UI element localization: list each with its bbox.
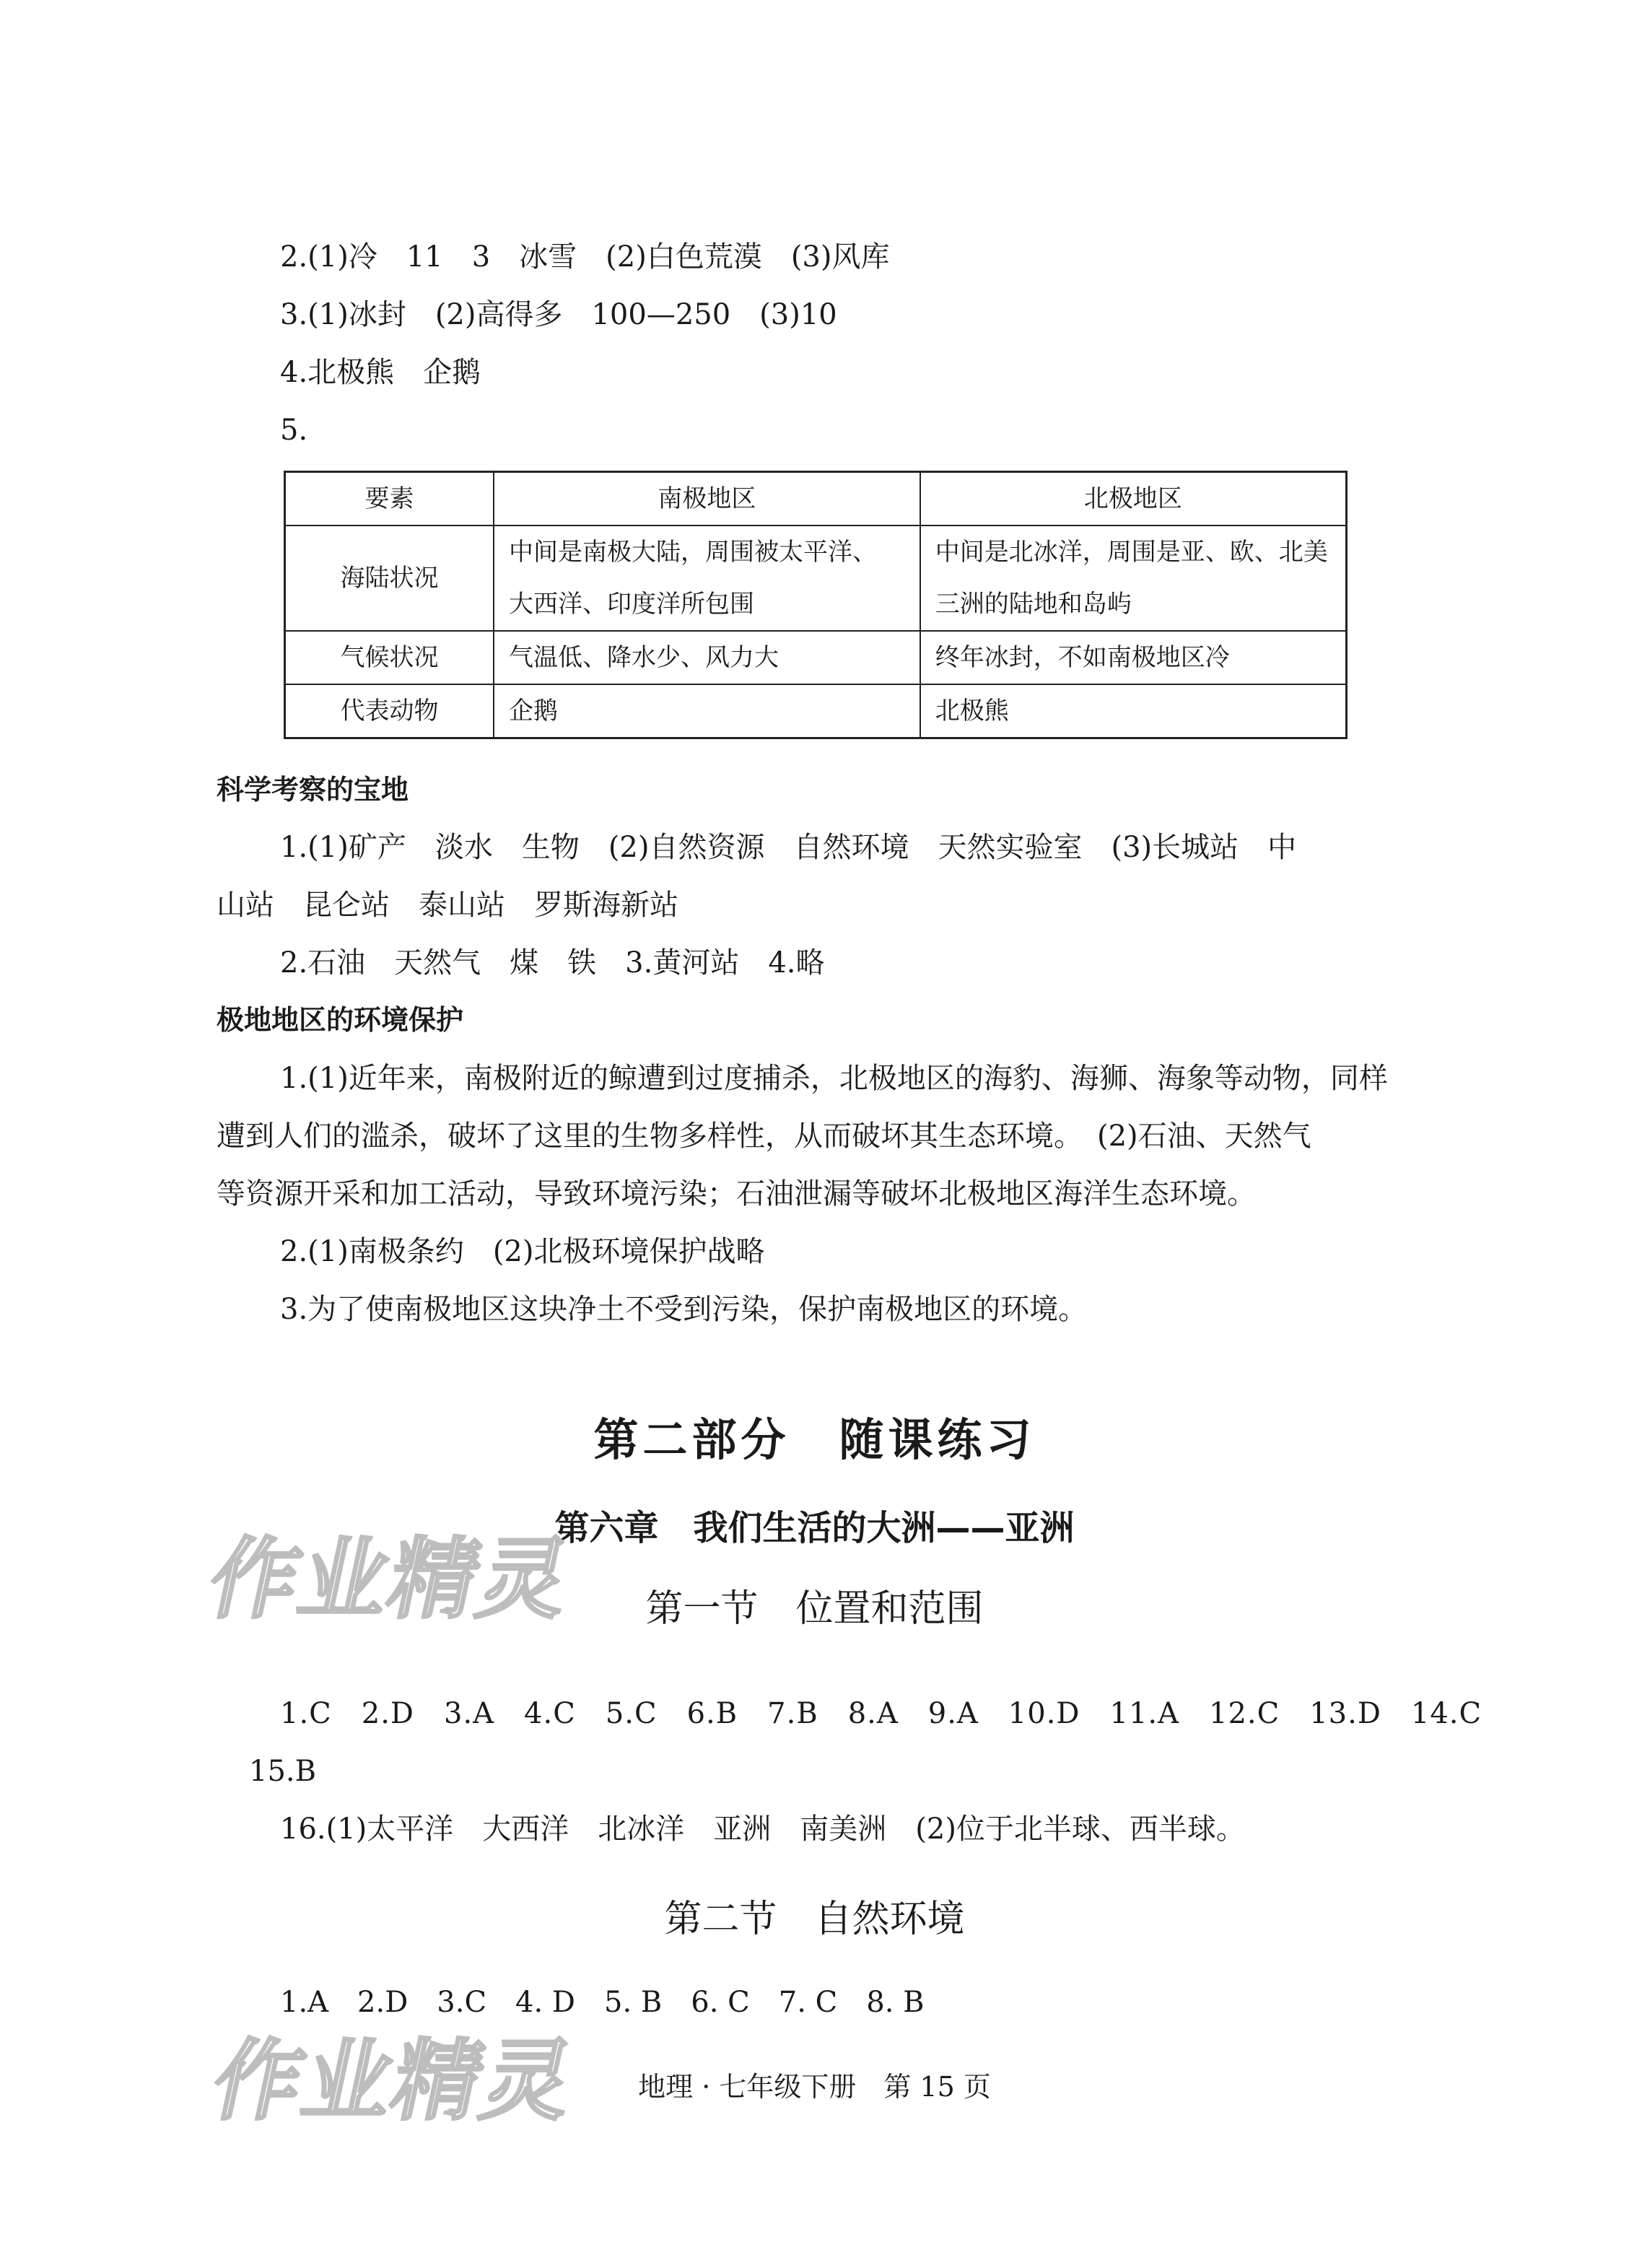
answer-line: 15.B	[249, 1755, 317, 1788]
answer-line: 山站 昆仑站 泰山站 罗斯海新站	[217, 889, 678, 922]
answer-line: 2.(1)冷 11 3 冰雪 (2)白色荒漠 (3)风库	[280, 240, 890, 274]
table-row-key: 海陆状况	[285, 525, 494, 631]
table-row	[285, 684, 1347, 738]
section-heading-protection: 极地地区的环境保护	[217, 1004, 464, 1036]
section1-title: 第一节 位置和范围	[645, 1587, 984, 1631]
answer-line: 1.(1)近年来，南极附近的鲸遭到过度捕杀，北极地区的海豹、海狮、海象等动物，同样	[280, 1062, 1388, 1095]
table-row-key: 代表动物	[285, 684, 494, 738]
watermark-logo: 作业精灵	[204, 2030, 584, 2132]
polar-comparison-table	[284, 471, 1348, 739]
answer-line: 1.A 2.D 3.C 4. D 5. B 6. C 7. C 8. B	[280, 1986, 925, 2019]
table-row	[285, 631, 1347, 684]
table-row	[285, 525, 1347, 631]
section2-title: 第二节 自然环境	[664, 1898, 965, 1941]
answer-line: 1.(1)矿产 淡水 生物 (2)自然资源 自然环境 天然实验室 (3)长城站 中	[280, 831, 1297, 864]
chapter-title: 第六章 我们生活的大洲——亚洲	[554, 1508, 1075, 1548]
answer-line: 16.(1)太平洋 大西洋 北冰洋 亚洲 南美洲 (2)位于北半球、西半球。	[280, 1813, 1245, 1846]
table-row-key: 气候状况	[285, 631, 494, 684]
section-heading-science: 科学考察的宝地	[217, 774, 409, 806]
table-header-cell: 北极地区	[920, 472, 1347, 526]
answer-line: 等资源开采和加工活动，导致环境污染；石油泄漏等破坏北极地区海洋生态环境。	[217, 1177, 1256, 1211]
answer-line: 2.石油 天然气 煤 铁 3.黄河站 4.略	[280, 946, 825, 980]
cell-line: 中间是南极大陆，周围被太平洋、	[508, 538, 877, 567]
answer-line: 5.	[280, 414, 308, 447]
table-cell-north	[920, 525, 1347, 631]
table-cell-south	[494, 525, 920, 631]
cell-line: 三洲的陆地和岛屿	[935, 590, 1132, 619]
table-header-row	[285, 472, 1347, 526]
table-header-cell: 南极地区	[494, 472, 920, 526]
part-title: 第二部分 随课练习	[593, 1413, 1036, 1466]
cell-line: 中间是北冰洋，周围是亚、欧、北美	[935, 538, 1328, 567]
watermark-logo: 作业精灵	[200, 1528, 580, 1631]
table-cell-north: 终年冰封，不如南极地区冷	[920, 631, 1347, 684]
page-footer: 地理 · 七年级下册 第 15 页	[638, 2071, 991, 2103]
answer-line: 3.为了使南极地区这块净土不受到污染，保护南极地区的环境。	[280, 1293, 1088, 1326]
answer-line: 遭到人们的滥杀，破坏了这里的生物多样性，从而破坏其生态环境。 (2)石油、天然气	[217, 1120, 1311, 1153]
table-header-cell: 要素	[285, 472, 494, 526]
answer-line: 3.(1)冰封 (2)高得多 100—250 (3)10	[280, 298, 837, 331]
table-cell-north: 北极熊	[920, 684, 1347, 738]
answer-line: 2.(1)南极条约 (2)北极环境保护战略	[280, 1235, 765, 1268]
cell-line: 大西洋、印度洋所包围	[508, 590, 754, 619]
answer-line: 4.北极熊 企鹅	[280, 356, 481, 389]
table-cell-south: 企鹅	[494, 684, 920, 738]
answer-line: 1.C 2.D 3.A 4.C 5.C 6.B 7.B 8.A 9.A 10.D 11.A 12.C 13.D 14.C	[280, 1697, 1482, 1730]
table-cell-south: 气温低、降水少、风力大	[494, 631, 920, 684]
